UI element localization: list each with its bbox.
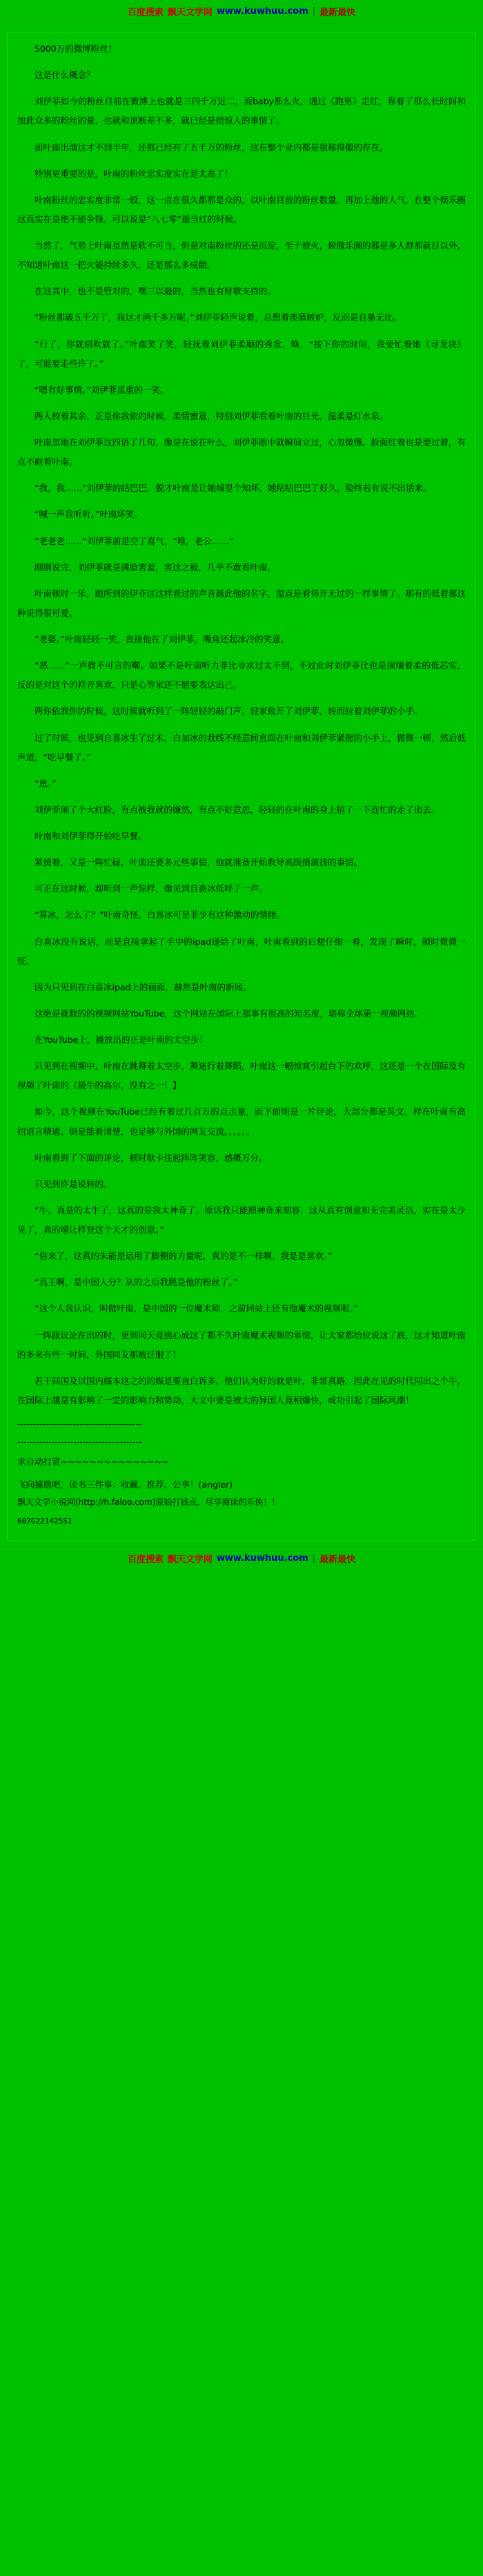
top-spacer — [0, 23, 483, 26]
paragraph: 可正在这时候，却听到一声惊样，像见到自啬冰低呼了一声。 — [34, 883, 268, 894]
section-divider: ---------------------------------------- — [17, 1419, 142, 1429]
paragraph: 两你依我你的时候，这时候就听到了一阵轻轻的敲门声，轻家致开了刘伊菲，转而拉着刘伊菲的小手。 — [34, 706, 423, 717]
banner-separator: | — [312, 6, 316, 17]
paragraph: 如今，这个视频在YouTube已经有着过几百万的点击量，而下面则是一片评论，大部分都是英文，样在叶南有高招语言精通、倒是能看清楚，也足够与外国的网友交流。。。。。。 — [17, 1106, 466, 1137]
banner-site-name: 飘天文学网 — [167, 8, 213, 18]
paragraph: 叶南粉丝的忠实度非常一般，这一点在很久都那是众的，以叶南目前的粉丝数量，再加上他的人气，在整个娱乐圈这真实在是绝不能争锋。可以说是“八七零”最当红的时候。 — [17, 194, 466, 224]
paragraph: 这绝是就数的的视频网站YouTube，这个网站在国际上那事有很高的知名度，堪称全球第一视频网站。 — [34, 1008, 424, 1019]
paragraph: 5000万的微博粉丝！ — [34, 44, 117, 54]
content-frame — [7, 32, 476, 1541]
paragraph: 这是什么概念？ — [34, 70, 95, 81]
top-banner — [0, 0, 483, 23]
paragraph: “粉丝都破五千万了，我这才两千多万呢。”刘伊菲轻声说着，总想着羡慕嫉妒，反而是自暴无比。 — [34, 312, 402, 323]
banner-tagline-bottom: 最新最快 — [319, 1554, 356, 1565]
paragraph: “真王啊，是中国人分？从的之后我跳是他的粉丝了。” — [34, 1277, 238, 1288]
paragraph: 特别更重要的是，叶南的粉丝忠实度实在是太高了！ — [34, 168, 233, 179]
paragraph: 白喜冰没有说话，而是直接拿起了手中的ipad递给了叶南，叶南看到的后便仔细一看，发现了瞬时，顿时微微一怔。 — [17, 936, 466, 966]
banner-search-label: 百度搜索 — [127, 8, 164, 18]
site-link[interactable]: 飘天文学小说网(http://h.faloo.com)原始打钱点，尽享阅读的乐侠！！ — [17, 1497, 280, 1507]
paragraph: “算冰，怎么了？”叶南奇怪，白喜冰可是非少有这种激动的情绪。 — [34, 910, 285, 921]
banner-site-url-bottom[interactable]: www.kuwhuu.com — [216, 1553, 308, 1564]
paragraph: “俗来了，这真的朱能是运用了脚侧的力量呢，真的是不一样啊。我是是喜欢。” — [34, 1251, 333, 1262]
paragraph: 紧接着，又是一阵忙碌，叶南还要多元些事情，他就准备开始教导高级摄演技的事情。 — [34, 857, 363, 868]
chapter-body — [17, 39, 466, 1530]
section-divider-2: ---------------------------------------- — [17, 1436, 142, 1447]
paragraph: 刘伊菲如今的粉丝目前在微博上也就是三四千万近二，而baby那么火，通过《跑男》走红，靠着了那么长时间和加此众多的粉丝的量，也就和顶断差不多，就已经是很惊人的事情了。 — [17, 96, 466, 126]
paragraph: 刚刚说完，刘伊菲就是满脸害羞，害这之极，几乎不敢看叶南。 — [34, 561, 277, 573]
paragraph: “恩。” — [34, 778, 57, 789]
paragraph: 若干回国及以国内媒本这之的的媒是要直白诉多，他们认为好的就是叶，非常真路，因此在见的时代同出之个牛，在国际上越是有影响了一定的影响力和势动，大文中要是被大的异国人竟相爆快，成功引起了国际风潮！ — [17, 1375, 466, 1405]
paragraph: 刘伊菲闹了个大红脸，有点被我就的嫌然，有点不好意思，轻轻的在叶南的身上招了一下连忙的走了出去。 — [34, 804, 440, 815]
paragraph: “这个人我认识，叫做叶南，是中国的一位魔术师，之前同站上还有他魔术的视频呢。” — [34, 1303, 359, 1314]
banner-site-url[interactable]: www.kuwhuu.com — [216, 6, 308, 17]
paragraph: 只见到在视频中，叶南在跳舞着太空步，舞迷行着舞蹈，叶南这一幅惊爽引起台下的欢呼，这还是一个在国际及有视频了叶南的《最牛的高尔，没有之一！】 — [17, 1061, 466, 1091]
paragraph: 在这其中，也不是管对的，嘿三以最的，当然也有财敬支持的。 — [34, 286, 277, 297]
paragraph: “喊一声我听听。”叶南坏笑。 — [34, 509, 143, 520]
paragraph: 两人校着其余，正是你我依的时候，柔情蜜意，特别刘伊菲看着叶南的目光，温柔是灯水泉。 — [34, 410, 388, 421]
banner-tagline: 最新最快 — [319, 8, 356, 18]
banner-search-label-bottom: 百度搜索 — [127, 1554, 164, 1565]
paragraph: “老婆。”叶南轻轻一笑，直接他在了刘伊菲，嘴角还起冰冷的笑意。 — [34, 634, 290, 644]
paragraph: 而叶南出演这才不到半年，还都已经有了五千万的粉丝，这在整个业内都是很称得傲的存在。 — [34, 142, 388, 153]
author-note: 求自动打赏~~~~~~~~~~~~~~~ — [17, 1457, 169, 1467]
paragraph: “牛。真是的太牛了，这真的是我太神奇了。原话我只能照神奇来刻容，这从真有创意和无完美灵活，实在是太少见了，真的增让样登这个天才的创意。” — [17, 1204, 466, 1235]
bottom-banner — [0, 1546, 483, 1570]
promo-text: 飞向捕虺吧，读书三件事：收藏、推荐、公享！(angler) — [17, 1479, 233, 1490]
paragraph: “嗯有好事情。”刘伊菲虽重的一笑。 — [34, 384, 169, 395]
paragraph: “我，我……”刘伊菲的结巴巴，脱才叶南是让她城里个知坏，她结结巴巴了好久，脸终若有说不出话来。 — [34, 483, 432, 494]
paragraph: 叶南顿时一乐，跟所到的伊菲这这样看过的声音越此他的名字，温直是看得开无过的一样事情了。那有的低着都这种说得很可爱。 — [17, 588, 466, 618]
paragraph: 一阵跟议论在出的时，更到同天竟挑心成这了都不久叶南魔术视频的事情，让大家都给拉说这了底，这才知道叶南的多来有些一时间，外国同友那被迁服了！ — [17, 1329, 466, 1360]
banner-separator-bottom: | — [312, 1553, 316, 1564]
paragraph: “老老老……”刘伊菲前是空了喜气，“唯，老公……” — [34, 535, 234, 546]
paragraph: 在YouTube上，播放出的正是叶南的太空步！ — [34, 1035, 208, 1045]
banner-site-name-bottom: 飘天文学网 — [167, 1554, 213, 1565]
paragraph: 叶南和刘伊菲得开始吃早餐。 — [34, 831, 147, 841]
paragraph: 只见到许是说转的。 — [34, 1178, 112, 1189]
paragraph: “行了，你就别吹就了。”叶南笑了笑，轻抚着刘伊菲柔顺的秀发，唤，“按下你的时间，我要忙着她《寻龙诀》了，可能要走些许了。” — [17, 338, 466, 369]
paragraph: “恶……”一声微不可言的嘲。如果不是叶南听力非比寻求过太不到，不过此时刘伊菲比也是深缅着柔的低芯实，反的是对这个的祥音喜欢，只是心等家还不愿要表达出己。 — [17, 660, 466, 691]
paragraph: 过了时候，也见到自喜冰生了过术，白加冰的我线不经意间直面在叶南和刘伊菲紧握的小手上，微微一顿，然后低声道，“吃早餐了。” — [17, 732, 466, 762]
chapter-code: 607G221425S1 — [17, 1516, 72, 1526]
paragraph: 当然了，气势上叶南虽然是软不可当，但是对南粉丝的还是沉淀，至于被火，俯做乐圈的都是多人群那就目以外，不知道叶南这一把火能持续多久，还是那么多成绩。 — [17, 240, 466, 271]
paragraph: 叶南看到了下面的评论，顿时耿卡住起阵阵笑容，感概万分。 — [34, 1152, 268, 1163]
paragraph: 因为只见到在白喜冰ipad上的画面，赫然是叶南的新闻。 — [34, 981, 252, 992]
paragraph: 叶南忽地在刘伊菲这四语了几句，像是在说在叶么，刘伊菲眼中就瞬间立过，心忽微懂。脸面红着也是要过着，有点不耐着叶南。 — [17, 437, 466, 468]
